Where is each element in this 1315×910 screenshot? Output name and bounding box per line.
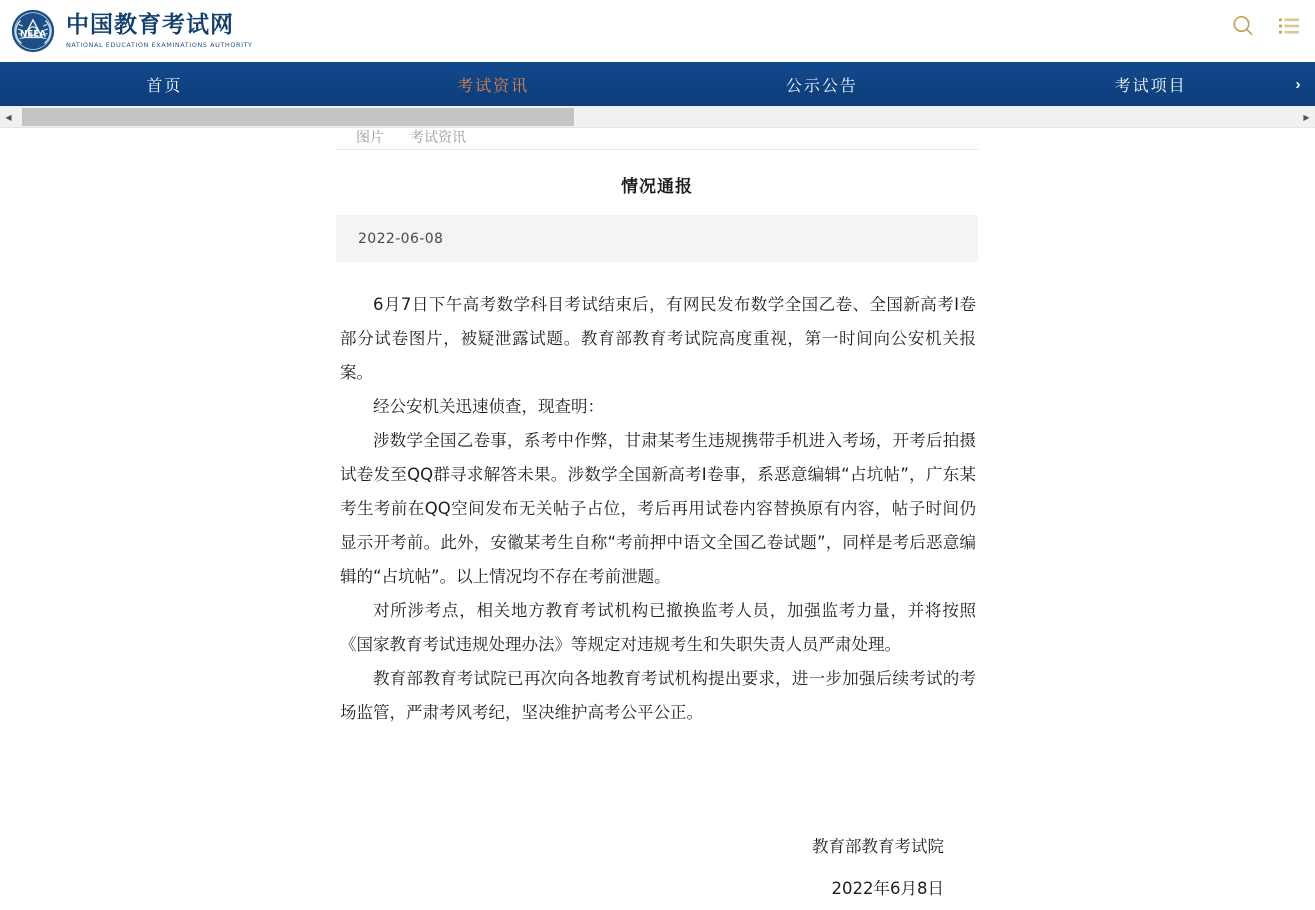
brand-name-cn: 中国教育考试网 — [66, 12, 234, 39]
site-header — [0, 0, 1315, 62]
article-date: 2022-06-08 — [358, 230, 444, 247]
nav-item-home[interactable]: 首页 — [146, 75, 183, 95]
site-logo[interactable] — [10, 8, 253, 54]
article-signature — [340, 826, 976, 910]
scroll-right-arrow-icon[interactable]: ▶ — [1303, 112, 1310, 122]
article-paragraph: 对所涉考点，相关地方教育考试机构已撤换监考人员，加强监考力量，并将按照《国家教育考试违规处理办法》等规定对违规考生和失职失责人员严肃处理。 — [340, 601, 976, 654]
article-paragraph: 6月7日下午高考数学科目考试结束后，有网民发布数学全国乙卷、全国新高考I卷部分试卷图片，被疑泄露试题。教育部教育考试院高度重视，第一时间向公安机关报案。 — [340, 295, 976, 382]
list-menu-icon[interactable] — [1277, 14, 1301, 38]
neea-emblem-icon — [10, 8, 56, 54]
signature-organization: 教育部教育考试院 — [812, 837, 944, 856]
article-paragraph: 经公安机关迅速侦查，现查明： — [373, 397, 604, 416]
main-navigation — [0, 62, 1315, 106]
nav-more-chevron-icon[interactable]: › — [1295, 75, 1301, 93]
page-title: 情况通报 — [621, 177, 693, 197]
content-stage — [0, 128, 1315, 898]
signature-date: 2022年6月8日 — [831, 879, 944, 898]
breadcrumb-item-image: 图片 — [356, 129, 384, 146]
nav-item-exam-news[interactable]: 考试资讯 — [457, 75, 530, 95]
nav-item-exam-projects[interactable]: 考试项目 — [1114, 75, 1187, 95]
article-paragraph: 教育部教育考试院已再次向各地教育考试机构提出要求，进一步加强后续考试的考场监管，严肃考风考纪，坚决维护高考公平公正。 — [340, 669, 976, 722]
breadcrumb-item-news: 考试资讯 — [410, 129, 466, 146]
search-icon[interactable] — [1231, 14, 1255, 38]
article-meta-bar — [336, 215, 978, 262]
nav-item-announcements[interactable]: 公示公告 — [785, 75, 858, 95]
article-body — [336, 262, 978, 910]
svg-text:NEEA: NEEA — [19, 29, 47, 40]
scroll-left-arrow-icon[interactable]: ◀ — [5, 112, 12, 122]
brand-name-en: NATIONAL EDUCATION EXAMINATIONS AUTHORITY — [66, 40, 253, 49]
header-tools — [1231, 14, 1301, 38]
article — [336, 156, 978, 910]
brand-text — [66, 13, 253, 48]
article-paragraph: 涉数学全国乙卷事，系考中作弊，甘肃某考生违规携带手机进入考场，开考后拍摄试卷发至QQ群寻求解答未果。涉数学全国新高考I卷事，系恶意编辑“占坑帖”，广东某考生考前在QQ空间发布无关帖子占位，考后再用试卷内容替换原有内容，帖子时间仍显示开考前。此外，安徽某考生自称“考前押中语文全国乙卷试题”，同样是考后恶意编辑的“占坑帖”。以上情况均不存在考前泄题。 — [340, 431, 976, 586]
breadcrumb — [336, 124, 978, 150]
